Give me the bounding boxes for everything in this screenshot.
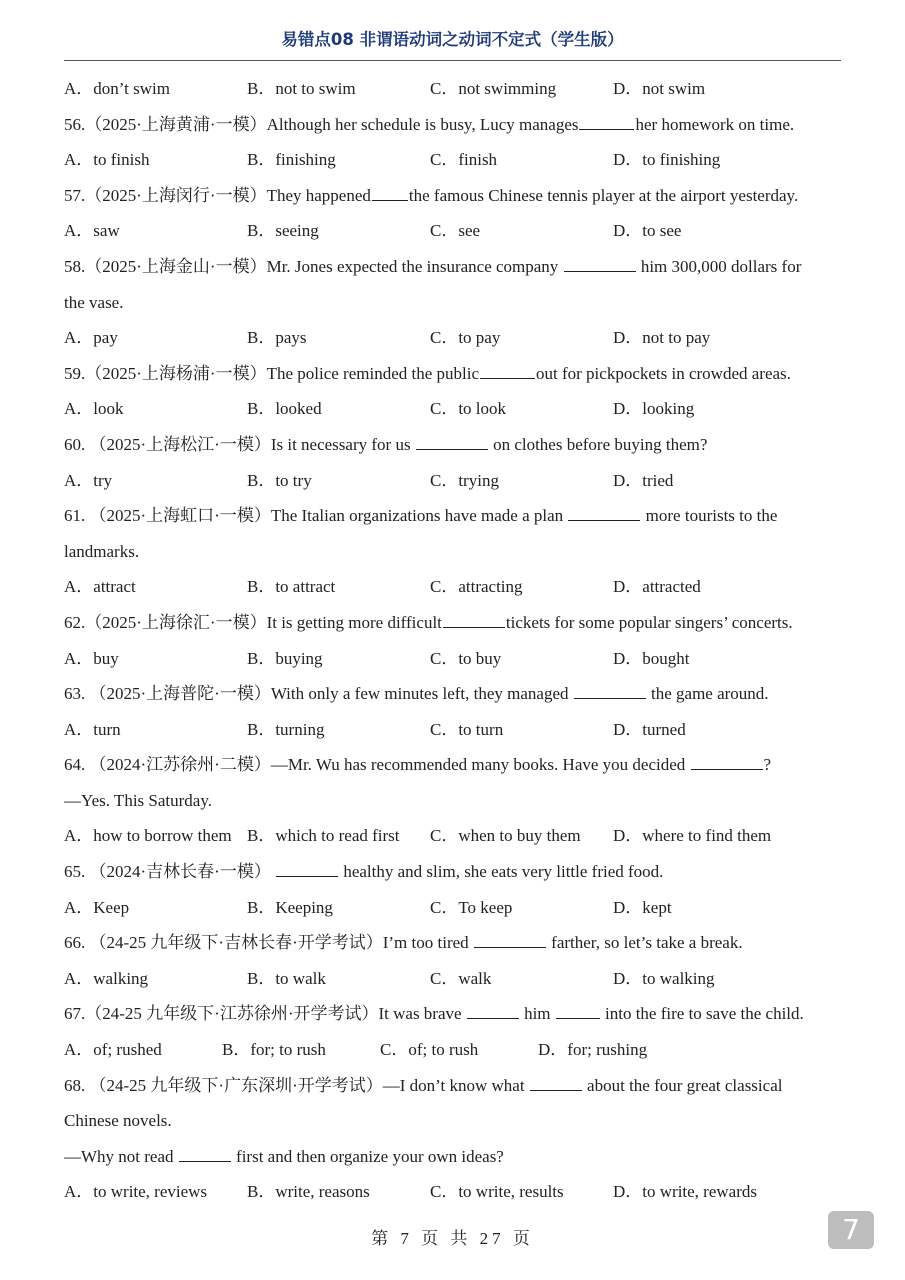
stem-text: the vase. <box>64 292 124 312</box>
question-stem-line <box>64 107 841 143</box>
stem-text: landmarks. <box>64 541 140 561</box>
stem-text: 59.（2025·上海杨浦·一模）The police reminded the public <box>64 363 479 383</box>
page-header-title: 易错点08 非谓语动词之动词不定式（学生版） <box>281 30 624 49</box>
option-b[interactable]: B．turning <box>247 719 325 739</box>
answer-options <box>64 1174 841 1210</box>
answer-blank[interactable] <box>579 112 634 130</box>
option-d[interactable]: D．where to find them <box>613 826 772 846</box>
answer-blank[interactable] <box>276 859 338 877</box>
option-a[interactable]: A．buy <box>64 648 119 668</box>
option-a[interactable]: A．don’t swim <box>64 79 170 98</box>
stem-text: the game around. <box>646 684 769 704</box>
answer-blank[interactable] <box>474 930 546 948</box>
option-b[interactable]: B．not to swim <box>247 79 356 98</box>
answer-options <box>64 818 841 854</box>
option-b[interactable]: B．looked <box>247 399 322 419</box>
option-b[interactable]: B．which to read first <box>247 826 400 846</box>
answer-options <box>64 463 841 499</box>
question-stem-line <box>64 1103 841 1139</box>
option-b[interactable]: B．finishing <box>247 150 336 170</box>
answer-options <box>64 712 841 748</box>
stem-text: 68. （24-25 九年级下·广东深圳·开学考试）—I don’t know what <box>64 1075 529 1095</box>
option-a[interactable]: A．saw <box>64 221 120 241</box>
stem-text: out for pickpockets in crowded areas. <box>536 363 791 383</box>
question-stem-line <box>64 356 841 392</box>
stem-text: Chinese novels. <box>64 1111 172 1131</box>
answer-options <box>64 71 841 107</box>
stem-text: her homework on time. <box>635 114 795 134</box>
option-a[interactable]: A．walking <box>64 968 149 988</box>
stem-text: him 300,000 dollars for <box>636 256 802 276</box>
option-d[interactable]: D．turned <box>613 719 686 739</box>
stem-text: 56.（2025·上海黄浦·一模）Although her schedule is busy, Lucy manages <box>64 114 579 134</box>
answer-blank[interactable] <box>467 1001 519 1019</box>
question-list <box>64 71 841 1210</box>
option-a[interactable]: A．Keep <box>64 897 130 917</box>
page-footer: 第 7 页 共 27 页 <box>371 1229 534 1248</box>
option-a[interactable]: A．of; rushed <box>64 1040 162 1060</box>
option-c[interactable]: C．to write, results <box>430 1182 564 1202</box>
answer-options <box>64 569 841 605</box>
question-stem-line <box>64 605 841 641</box>
question-stem-line <box>64 925 841 961</box>
option-d[interactable]: D．to write, rewards <box>613 1182 757 1202</box>
answer-blank[interactable] <box>372 183 408 201</box>
option-b[interactable]: B．seeing <box>247 221 319 241</box>
option-d[interactable]: D．kept <box>613 897 672 917</box>
question-stem-line <box>64 427 841 463</box>
option-d[interactable]: D．for; rushing <box>538 1040 648 1060</box>
answer-options <box>64 641 841 677</box>
answer-blank[interactable] <box>480 361 535 379</box>
option-d[interactable]: D．not to pay <box>613 328 711 348</box>
stem-text: 57.（2025·上海闵行·一模）They happened <box>64 185 371 205</box>
answer-blank[interactable] <box>556 1001 600 1019</box>
question-stem-line <box>64 783 841 819</box>
option-c[interactable]: C．trying <box>430 470 499 490</box>
question-stem-line <box>64 1139 841 1175</box>
stem-text: the famous Chinese tennis player at the airport yesterday. <box>408 185 799 205</box>
option-c[interactable]: C．to turn <box>430 719 504 739</box>
stem-text: —Yes. This Saturday. <box>64 790 212 810</box>
option-c[interactable]: C．To keep <box>430 897 513 917</box>
option-d[interactable]: D．to finishing <box>613 150 721 170</box>
stem-text: farther, so let’s take a break. <box>546 933 743 953</box>
answer-blank[interactable] <box>530 1073 582 1091</box>
option-b[interactable]: B．to try <box>247 470 312 490</box>
page-number-badge: 7 <box>828 1211 874 1249</box>
option-d[interactable]: D．to walking <box>613 968 715 988</box>
option-b[interactable]: B．to walk <box>247 968 326 988</box>
stem-text: 64. （2024·江苏徐州·二模）—Mr. Wu has recommended many books. Have you decided <box>64 755 690 775</box>
answer-blank[interactable] <box>568 503 640 521</box>
question-stem-line <box>64 747 841 783</box>
option-a[interactable]: A．attract <box>64 577 136 597</box>
question-stem-line <box>64 996 841 1032</box>
question-stem-line <box>64 178 841 214</box>
option-b[interactable]: B．Keeping <box>247 897 333 917</box>
option-b[interactable]: B．buying <box>247 648 323 668</box>
answer-blank[interactable] <box>179 1144 231 1162</box>
option-d[interactable]: D．looking <box>613 399 695 419</box>
option-b[interactable]: B．to attract <box>247 577 336 597</box>
stem-text: 66. （24-25 九年级下·吉林长春·开学考试）I’m too tired <box>64 933 473 953</box>
option-b[interactable]: B．write, reasons <box>247 1182 370 1202</box>
option-c[interactable]: C．to buy <box>430 648 502 668</box>
option-c[interactable]: C．not swimming <box>430 79 557 98</box>
stem-text: 60. （2025·上海松江·一模）Is it necessary for us <box>64 434 415 454</box>
answer-options <box>64 142 841 178</box>
header-rule <box>64 60 841 61</box>
option-b[interactable]: B．for; to rush <box>222 1040 326 1060</box>
stem-text: 58.（2025·上海金山·一模）Mr. Jones expected the insurance company <box>64 256 563 276</box>
option-c[interactable]: C．see <box>430 221 481 241</box>
stem-text: into the fire to save the child. <box>600 1004 804 1024</box>
option-d[interactable]: D．bought <box>613 648 690 668</box>
answer-blank[interactable] <box>691 752 763 770</box>
option-c[interactable]: C．when to buy them <box>430 826 581 846</box>
answer-blank[interactable] <box>416 432 488 450</box>
stem-text: first and then organize your own ideas? <box>231 1146 504 1166</box>
stem-text: 62.（2025·上海徐汇·一模）It is getting more difficult <box>64 612 442 632</box>
option-d[interactable]: D．tried <box>613 470 674 490</box>
stem-text: 63. （2025·上海普陀·一模）With only a few minutes left, they managed <box>64 684 573 704</box>
stem-text: ? <box>763 755 772 775</box>
question-stem-line <box>64 854 841 890</box>
option-d[interactable]: D．to see <box>613 221 682 241</box>
option-a[interactable]: A．pay <box>64 328 118 348</box>
answer-options <box>64 961 841 997</box>
question-stem-line <box>64 676 841 712</box>
stem-text: 65. （2024·吉林长春·一模） <box>64 862 276 882</box>
option-a[interactable]: A．try <box>64 470 113 490</box>
option-c[interactable]: C．finish <box>430 150 498 170</box>
answer-blank[interactable] <box>443 610 505 628</box>
stem-text: on clothes before buying them? <box>488 434 708 454</box>
option-d[interactable]: D．attracted <box>613 577 701 597</box>
answer-options <box>64 1032 841 1068</box>
option-a[interactable]: A．how to borrow them <box>64 826 232 846</box>
option-a[interactable]: A．look <box>64 399 124 419</box>
question-stem-line <box>64 1068 841 1104</box>
answer-options <box>64 890 841 926</box>
option-a[interactable]: A．to finish <box>64 150 150 170</box>
question-stem-line <box>64 534 841 570</box>
stem-text: 61. （2025·上海虹口·一模）The Italian organizations have made a plan <box>64 506 568 526</box>
stem-text: him <box>519 1004 555 1024</box>
answer-options <box>64 213 841 249</box>
stem-text: more tourists to the <box>641 506 778 526</box>
question-stem-line <box>64 249 841 285</box>
stem-text: —Why not read <box>64 1146 178 1166</box>
stem-text: 67.（24-25 九年级下·江苏徐州·开学考试）It was brave <box>64 1004 466 1024</box>
answer-options <box>64 391 841 427</box>
option-c[interactable]: C．to pay <box>430 328 501 348</box>
option-c[interactable]: C．to look <box>430 399 507 419</box>
stem-text: tickets for some popular singers’ concerts. <box>505 612 793 632</box>
option-d[interactable]: D．not swim <box>613 79 706 98</box>
stem-text: healthy and slim, she eats very little fried food. <box>339 862 664 882</box>
answer-blank[interactable] <box>574 681 646 699</box>
answer-options <box>64 320 841 356</box>
option-a[interactable]: A．turn <box>64 719 121 739</box>
question-stem-line <box>64 285 841 321</box>
option-c[interactable]: C．walk <box>430 968 492 988</box>
option-b[interactable]: B．pays <box>247 328 307 348</box>
question-stem-line <box>64 498 841 534</box>
stem-text: about the four great classical <box>582 1075 783 1095</box>
option-c[interactable]: C．attracting <box>430 577 523 597</box>
option-c[interactable]: C．of; to rush <box>380 1040 479 1060</box>
answer-blank[interactable] <box>564 254 636 272</box>
option-a[interactable]: A．to write, reviews <box>64 1182 208 1202</box>
